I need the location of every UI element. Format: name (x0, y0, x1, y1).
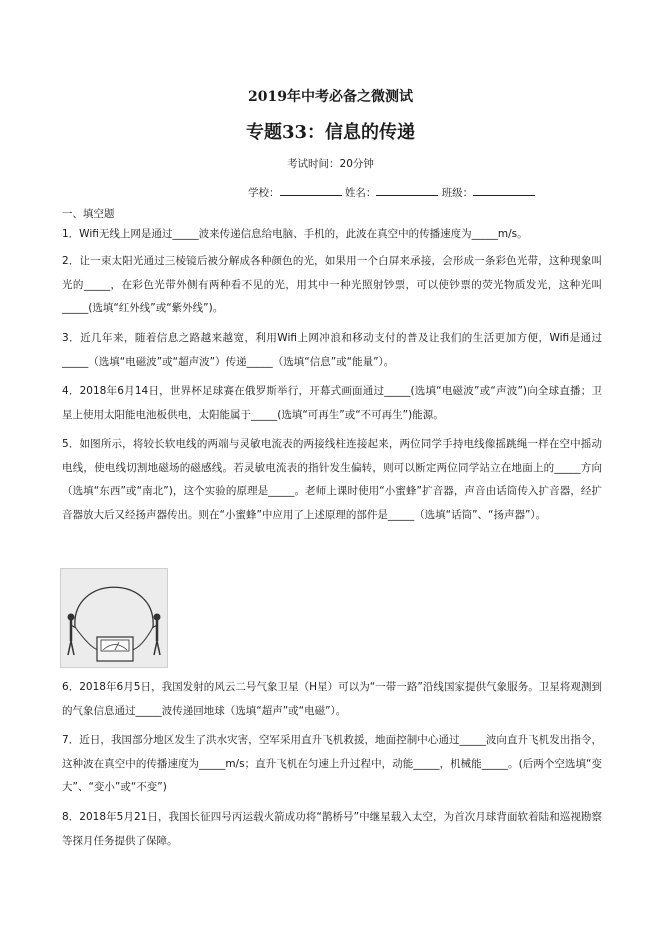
experiment-figure (60, 568, 168, 668)
question-6: 6．2018年6月5日，我国发射的风云二号气象卫星（H星）可以为“一带一路”沿线国家提供气象服务。卫星将观测到的气象信息通过_____波传递回地球（选填“超声”或“电磁”）。 (62, 681, 602, 717)
question-8: 8．2018年5月21日，我国长征四号丙运载火箭成功将“鹊桥号”中继星载入太空，为首次月球背面软着陆和巡视勘察等探月任务提供了保障。 (62, 811, 602, 847)
rope-skipping-galvanometer-illustration (61, 569, 167, 667)
school-blank (280, 183, 342, 196)
exam-time: 考试时间：20分钟 (287, 158, 374, 170)
section-heading: 一、填空题 (62, 208, 115, 220)
question-7: 7．近日，我国部分地区发生了洪水灾害，空军采用直升飞机救援，地面控制中心通过_____波向直升飞机发出指令，这种波在真空中的传播速度为_____m/s；直升飞机在匀速上升过程中，动能_____，机械能_____。(后两个空选填“变大”、“变小”或“不变”) (62, 734, 602, 793)
student-info-line (248, 183, 535, 200)
question-5: 5．如图所示，将较长软电线的两端与灵敏电流表的两接线柱连接起来，两位同学手持电线像摇跳绳一样在空中摇动电线，使电线切割地磁场的磁感线。若灵敏电流表的指针发生偏转，则可以断定两位同学站立在地面上的_____方向（选填“东西”或“南北”)，这个实验的原理是_____。老师上课时使用“小蜜蜂”扩音器，声音由话筒传入扩音器，经扩音器放大后又经扬声器传出。则在“小蜜蜂”中应用了上述原理的部件是_____（选填“话筒”、“扬声器”）。 (62, 438, 602, 521)
school-label: 学校： (248, 187, 280, 199)
class-label: 班级： (441, 187, 474, 199)
question-3: 3．近几年来，随着信息之路越来越宽，利用Wifi上网冲浪和移动支付的普及让我们的生活更加方便，Wifi是通过_____（选填“电磁波”或“超声波”）传递_____（选填“信息”或“能量”）。 (62, 332, 602, 368)
document-title: 2019年中考必备之微测试 (248, 89, 413, 105)
topic-title: 专题33：信息的传递 (245, 122, 416, 143)
question-1: 1．Wifi无线上网是通过_____波来传递信息给电脑、手机的，此波在真空中的传播速度为_____m/s。 (62, 228, 528, 240)
name-label: 姓名： (344, 187, 377, 199)
question-2: 2．让一束太阳光通过三棱镜后被分解成各种颜色的光，如果用一个白屏来承接，会形成一条彩色光带，这种现象叫光的_____，在彩色光带外侧有两种看不见的光，用其中一种光照射钞票，可以使钞票的荧光物质发光，这种光叫_____(选填“红外线”或“紫外线”)。 (62, 255, 602, 314)
name-blank (376, 183, 438, 196)
class-blank (473, 183, 535, 196)
question-4: 4．2018年6月14日，世界杯足球赛在俄罗斯举行，开幕式画面通过_____(选填“电磁波”或“声波”)向全球直播；卫星上使用太阳能电池板供电，太阳能属于_____(选填“可再生”或“不可再生”)能源。 (62, 385, 602, 421)
